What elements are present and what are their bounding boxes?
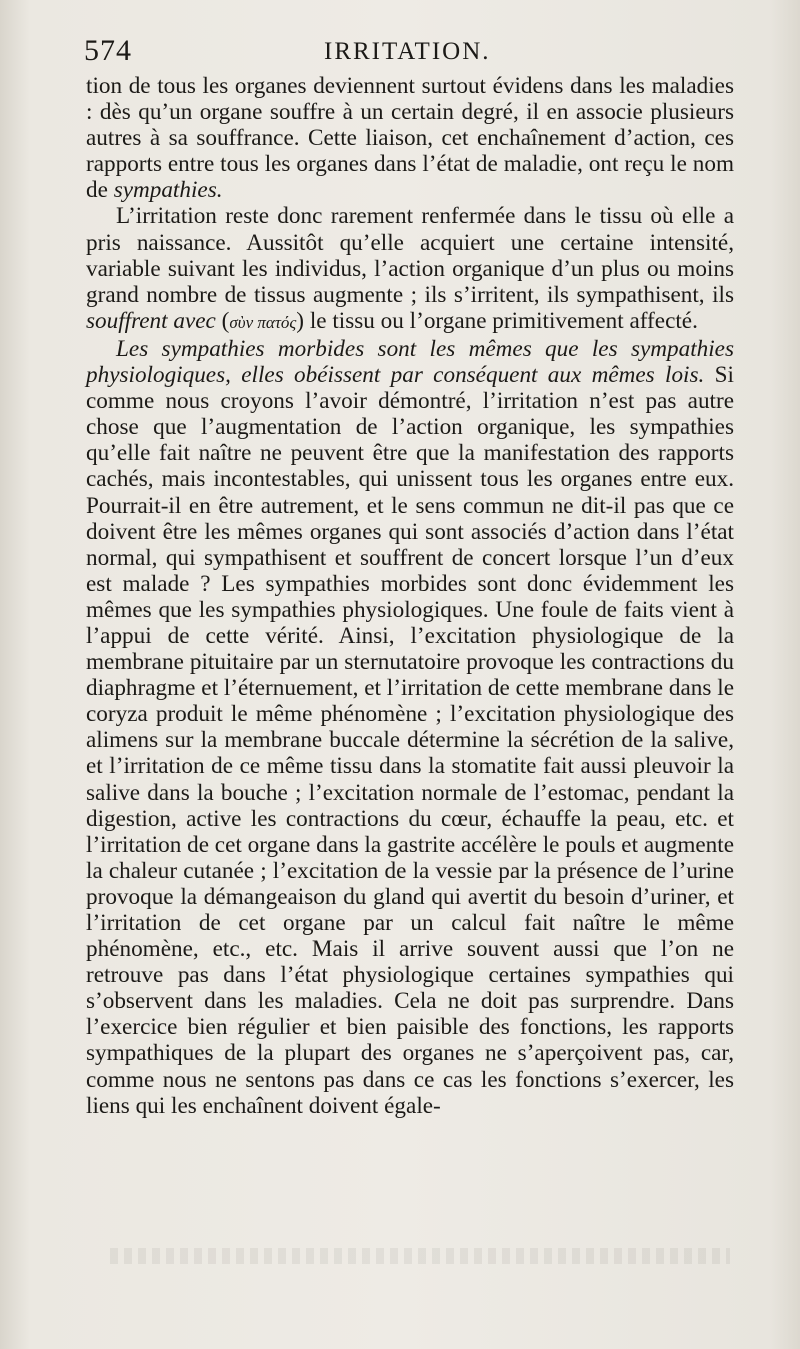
paragraph-2-paren-close: ) bbox=[296, 307, 310, 334]
running-head: IRRITATION. bbox=[324, 38, 491, 65]
paragraph-3-text: Si comme nous croyons l’avoir démontré, l’irritation n’est pas autre chose que l’augmentation de l’action organique, les sympathies qu’elle fait naître ne peuvent être que la manifestation des rapports cachés, mais incontestables, qui unissent tous les organes entre eux. Pourrait-il en être autrement, et le sens commun ne dit-il pas que ce doivent être les mêmes organes qui sont associés d’action dans l’état normal, qui sympathisent et souffrent de concert lorsque l’un d’eux est malade ? Les sympathies morbides sont donc évidemment les mêmes que les sympathies physiologiques. Une foule de faits vient à l’appui de cette vérité. Ainsi, l’excitation physiologique de la membrane pituitaire par un sternutatoire provoque les contractions du diaphragme et l’éternuement, et l’irritation de cette membrane dans le coryza produit le même phénomène ; l’excitation physiologique des alimens sur la membrane buccale détermine la sécrétion de la salive, et l’irritation de ce même tissu dans la stomatite fait aussi pleuvoir la salive dans la bouche ; l’excitation normale de l’estomac, pendant la digestion, active les contractions du cœur, échauffe la peau, etc. et l’irritation de cet organe dans la gastrite accélère le pouls et augmente la chaleur cutanée ; l’excitation de la vessie par la présence de l’urine provoque la démangeaison du gland qui avertit du besoin d’uriner, et l’irritation de cet organe par un calcul fait naître le même phénomène, etc., etc. Mais il arrive souvent aussi que l’on ne retrouve pas dans l’état physiologique certaines sympathies qui s’observent dans les maladies. Cela ne doit pas surprendre. Dans l’exercice bien régulier et bien paisible des fonctions, les rapports sympathiques de la plupart des organes ne s’aperçoivent pas, car, comme nous ne sentons pas dans ce cas les fonctions s’exercer, les liens qui les enchaînent doivent égale- bbox=[86, 362, 734, 1119]
page-header bbox=[84, 34, 734, 74]
paragraph-3 bbox=[86, 336, 734, 1119]
page-number: 574 bbox=[84, 34, 132, 67]
body-text bbox=[86, 73, 734, 1119]
paragraph-1-text: tion de tous les organes deviennent surtout évidens dans les maladies : dès qu’un organe souffre à un certain degré, il en associe plusieurs autres à sa souffrance. Cette liaison, cet enchaînement d’action, ces rapports entre tous les organes dans l’état de maladie, ont reçu le nom de bbox=[86, 73, 734, 204]
paragraph-3-italic-lead: Les sympathies morbides sont les mêmes que les sympathies physiologiques, elles obéissent par conséquent aux mêmes lois. bbox=[86, 335, 734, 389]
paragraph-2 bbox=[86, 203, 734, 335]
paragraph-2-paren-open: ( bbox=[215, 307, 230, 334]
show-through-bleed bbox=[110, 1248, 730, 1264]
paragraph-1 bbox=[86, 73, 734, 203]
paragraph-2-text-before: L’irritation reste donc rarement renfermée dans le tissu où elle a pris naissance. Aussitôt qu’elle acquiert une certaine intensité, variable suivant les individus, l’action organique d’un plus ou moins grand nombre de tissus augmente ; ils s’irritent, ils sympathisent, ils bbox=[86, 203, 734, 308]
paragraph-2-italic: souffrent avec bbox=[86, 307, 216, 334]
paragraph-2-text-after: le tissu ou l’organe primitivement affecté. bbox=[309, 307, 698, 334]
paragraph-2-greek: σὺν πατός bbox=[229, 312, 297, 332]
paragraph-1-italic: sympathies. bbox=[113, 177, 223, 204]
